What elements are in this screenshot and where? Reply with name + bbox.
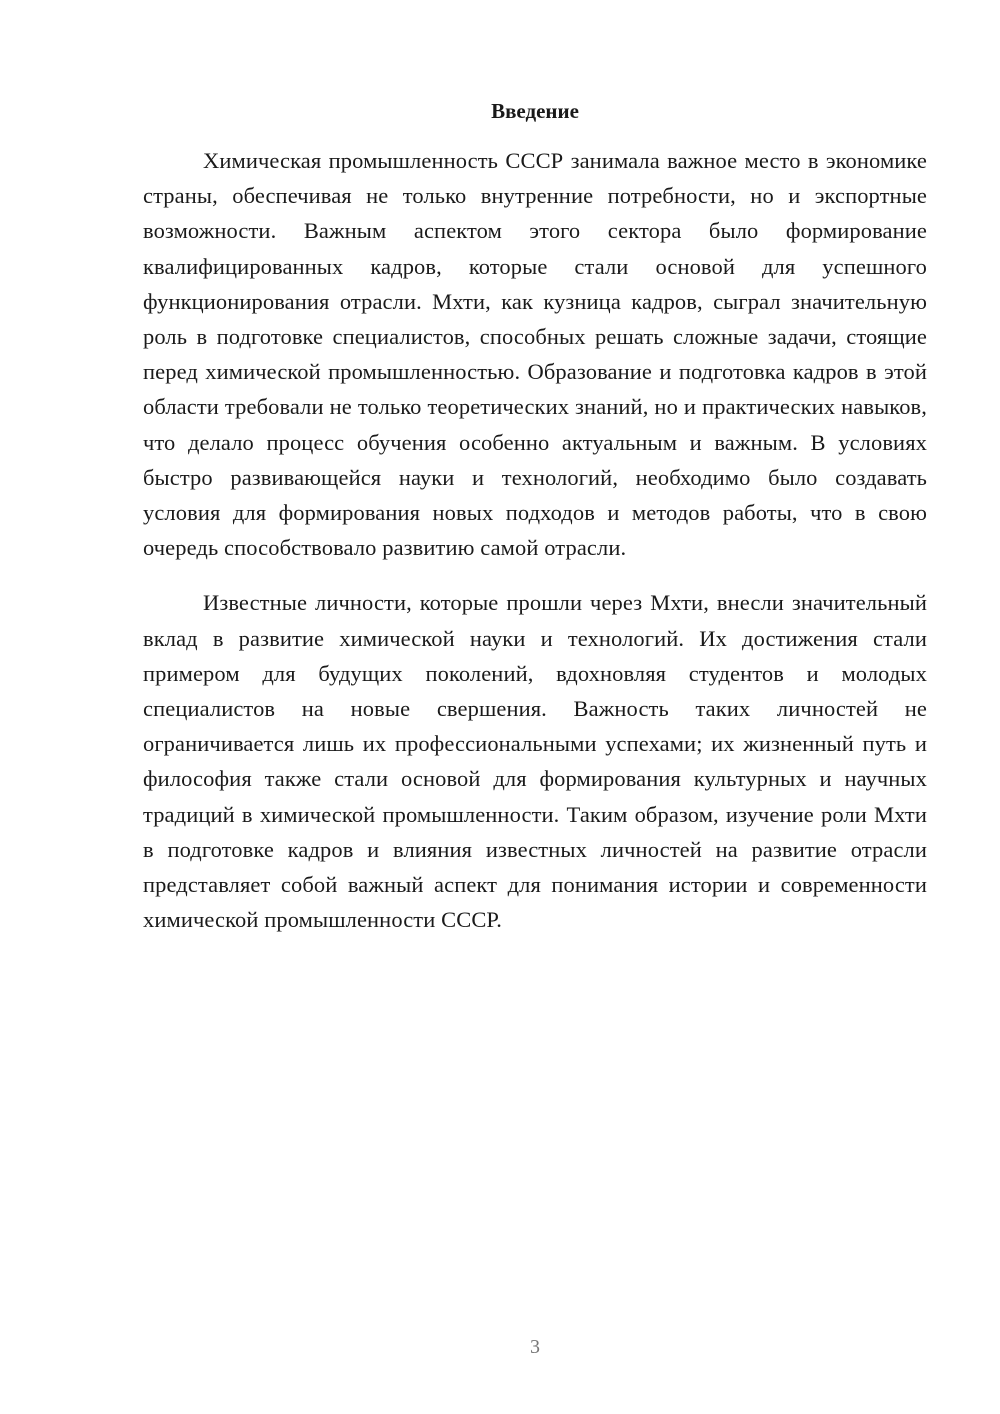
paragraph-1: Химическая промышленность СССР занимала важное место в экономике страны, обеспечивая не только внутренние потребности, но и экспортные возможности. Важным аспектом этого сектора было формирование квалифицированных кадров, которые стали основой для успешного функционирования отрасли. Мхти, как кузница кадров, сыграл значительную роль в подготовке специалистов, способных решать сложные задачи, стоящие перед химической промышленностью. Образование и подготовка кадров в этой области требовали не только теоретических знаний, но и практических навыков, что делало процесс обучения особенно актуальным и важным. В условиях быстро развивающейся науки и технологий, необходимо было создавать условия для формирования новых подходов и методов работы, что в свою очередь способствовало развитию самой отрасли. [143,148,927,561]
body-text [143,143,927,937]
page-number: 3 [530,1336,540,1358]
section-heading: Введение [491,99,579,123]
paragraph-2: Известные личности, которые прошли через Мхти, внесли значительный вклад в развитие химической науки и технологий. Их достижения стали примером для будущих поколений, вдохновляя студентов и молодых специалистов на новые свершения. Важность таких личностей не ограничивается лишь их профессиональными успехами; их жизненный путь и философия также стали основой для формирования культурных и научных традиций в химической промышленности. Таким образом, изучение роли Мхти в подготовке кадров и влияния известных личностей на развитие отрасли представляет собой важный аспект для понимания истории и современности химической промышленности СССР. [143,590,927,933]
